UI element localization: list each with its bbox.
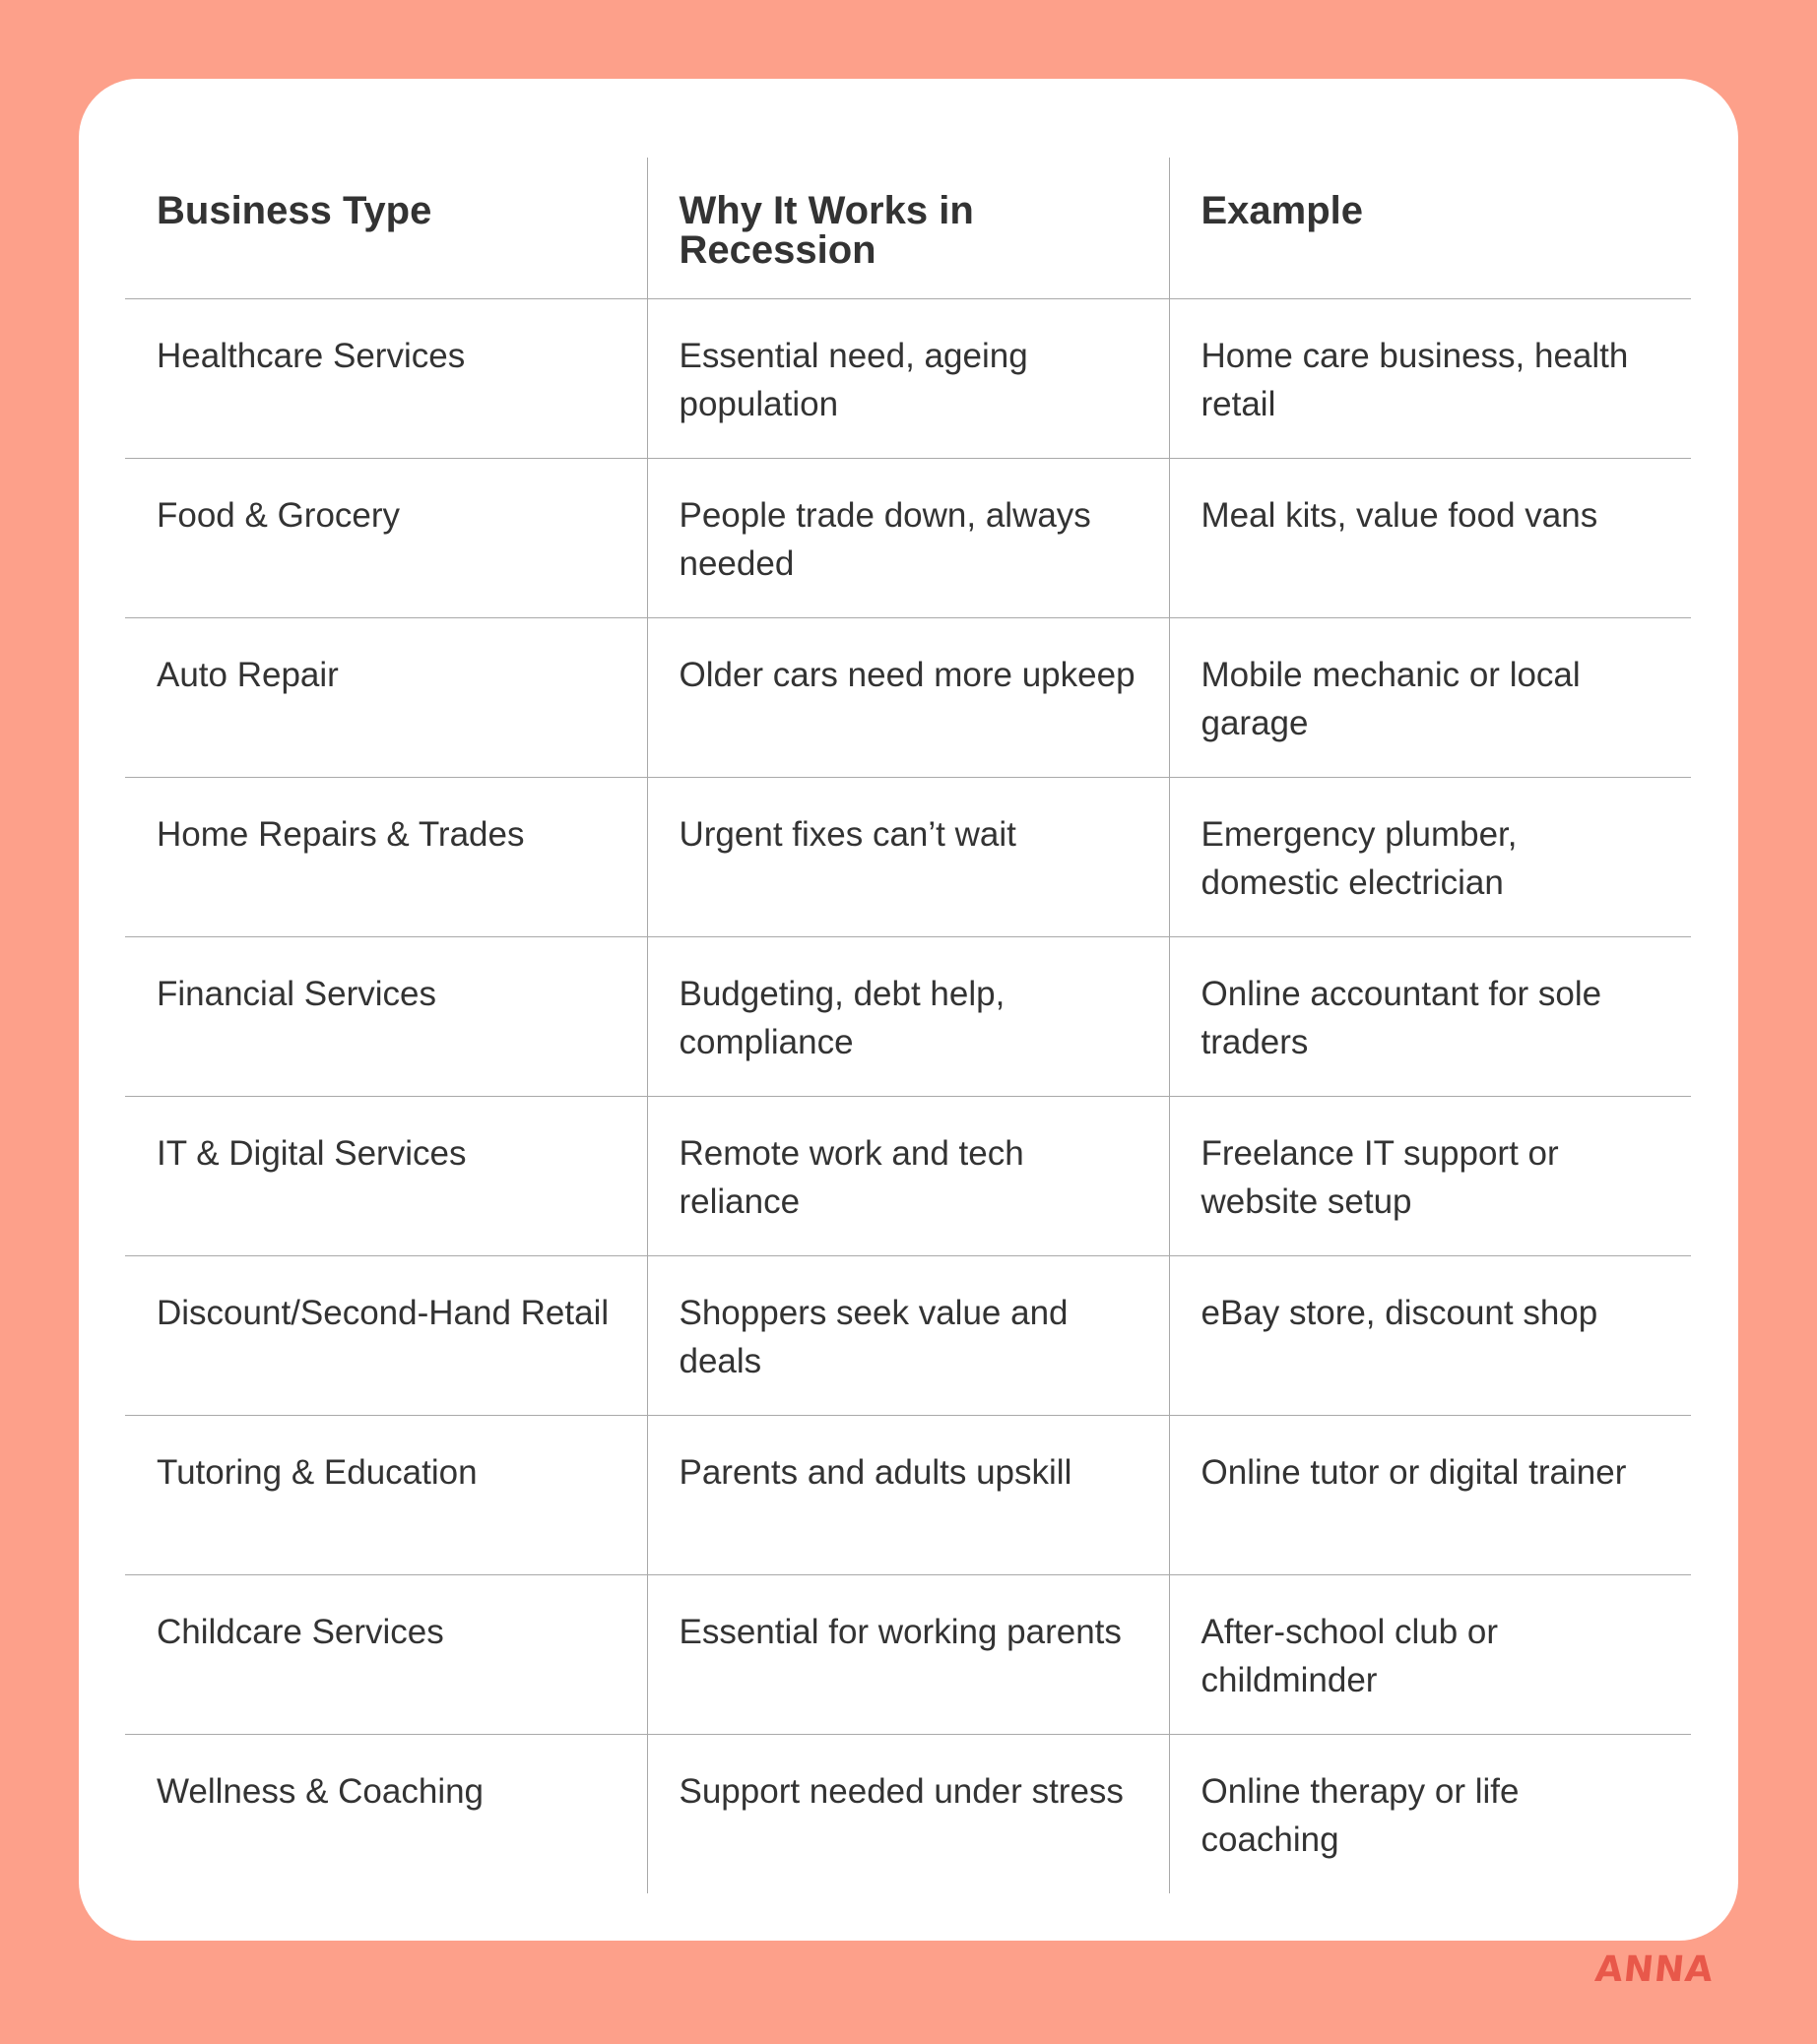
table-row <box>125 1415 1691 1574</box>
table-header-row <box>125 158 1691 298</box>
table-row <box>125 1096 1691 1255</box>
cell-why-it-works: Essential for working parents <box>647 1574 1169 1734</box>
header-business-type: Business Type <box>157 189 432 232</box>
cell-business-type: Wellness & Coaching <box>157 1771 485 1811</box>
header-why-it-works: Why It Works in Recession <box>647 158 1169 298</box>
cell-business-type: Discount/Second-Hand Retail <box>157 1293 610 1332</box>
table-row <box>125 617 1691 777</box>
cell-why-it-works: Older cars need more upkeep <box>647 617 1169 777</box>
cell-example: Online tutor or digital trainer <box>1169 1415 1691 1574</box>
cell-example: Online therapy or life coaching <box>1169 1734 1691 1893</box>
cell-example: Meal kits, value food vans <box>1169 458 1691 617</box>
header-example: Example <box>1169 158 1691 298</box>
cell-business-type: IT & Digital Services <box>157 1133 467 1173</box>
business-table <box>125 158 1691 1893</box>
table-card <box>79 79 1738 1941</box>
table-row <box>125 1574 1691 1734</box>
anna-logo: ANNA <box>1592 1949 1717 1990</box>
table-row <box>125 458 1691 617</box>
table-row <box>125 1734 1691 1893</box>
cell-example: After-school club or childminder <box>1169 1574 1691 1734</box>
cell-why-it-works: Shoppers seek value and deals <box>647 1255 1169 1415</box>
table-row <box>125 936 1691 1096</box>
cell-why-it-works: Support needed under stress <box>647 1734 1169 1893</box>
cell-example: Freelance IT support or website setup <box>1169 1096 1691 1255</box>
cell-example: Mobile mechanic or local garage <box>1169 617 1691 777</box>
cell-why-it-works: Essential need, ageing population <box>647 298 1169 458</box>
cell-example: eBay store, discount shop <box>1169 1255 1691 1415</box>
cell-business-type: Auto Repair <box>157 655 339 694</box>
table-row <box>125 777 1691 936</box>
cell-example: Home care business, health retail <box>1169 298 1691 458</box>
table-row <box>125 298 1691 458</box>
cell-example: Emergency plumber, domestic electrician <box>1169 777 1691 936</box>
cell-why-it-works: Urgent fixes can’t wait <box>647 777 1169 936</box>
cell-business-type: Tutoring & Education <box>157 1452 478 1492</box>
cell-why-it-works: Budgeting, debt help, compliance <box>647 936 1169 1096</box>
cell-business-type: Childcare Services <box>157 1612 444 1651</box>
cell-business-type: Healthcare Services <box>157 336 466 375</box>
cell-business-type: Financial Services <box>157 974 436 1013</box>
cell-why-it-works: Remote work and tech reliance <box>647 1096 1169 1255</box>
cell-business-type: Food & Grocery <box>157 495 401 535</box>
cell-why-it-works: Parents and adults upskill <box>647 1415 1169 1574</box>
cell-example: Online accountant for sole traders <box>1169 936 1691 1096</box>
cell-business-type: Home Repairs & Trades <box>157 814 525 854</box>
cell-why-it-works: People trade down, always needed <box>647 458 1169 617</box>
table-row <box>125 1255 1691 1415</box>
